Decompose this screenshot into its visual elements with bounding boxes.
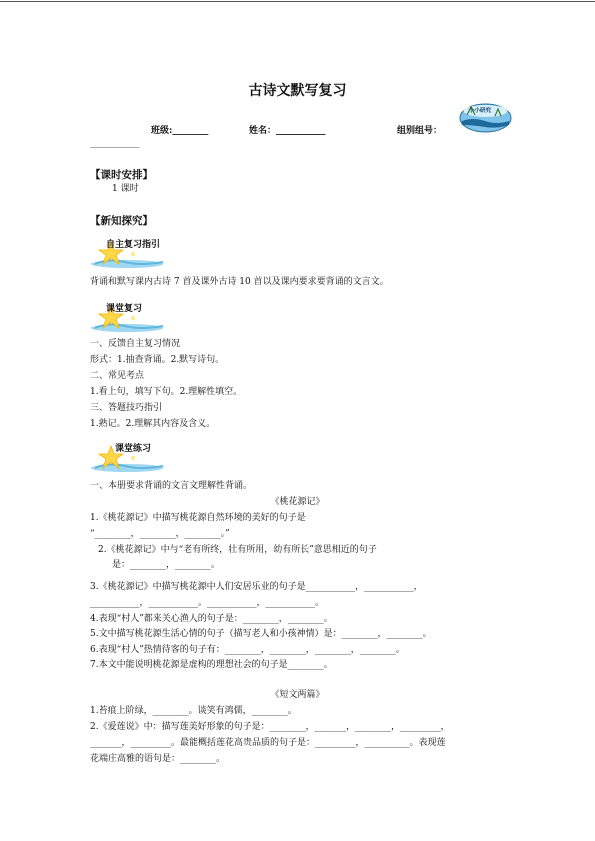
practice-item: 6.表现“村人”热情待客的句子有：________，________，________，________。 [90, 645, 405, 655]
badge-class-review [89, 298, 169, 334]
group-field [397, 123, 442, 136]
self-review-text: 背诵和默写课内古诗 7 首及课外古诗 10 首以及课内要求要背诵的文言文。 [90, 277, 389, 287]
name-label: 姓名： [249, 126, 277, 136]
practice-item: 7.本文中能说明桃花源是虚构的理想社会的句子是________。 [90, 660, 333, 670]
badge-class-practice [89, 438, 169, 474]
review-line: 形式：1.抽查背诵。2.默写诗句。 [90, 355, 225, 365]
practice-item: 花端庄高雅的语句是：________。 [90, 754, 226, 764]
explore-heading: 【新知探究】 [90, 215, 153, 227]
practice-item: 4.表现“村人”都来关心渔人的句子是：________，________。 [90, 614, 333, 624]
logo-text: 小小研究 [469, 108, 492, 114]
page-title: 古诗文默写复习 [248, 83, 347, 99]
practice-item: 1.苔痕上阶绿，________。谈笑有鸿儒，________。 [90, 706, 297, 716]
class-field [151, 123, 208, 136]
top-rule [0, 1, 595, 2]
practice-item: 1.《桃花源记》中描写桃花源自然环境的美好的句子是 [90, 513, 306, 523]
review-line: 三、答题技巧指引 [90, 403, 163, 413]
practice-item: _______，_________。最能概括莲花高贵品质的句子是：_________，__________。表现莲 [90, 738, 446, 748]
practice-item: 5.文中描写桃花源生活心情的句子（描写老人和小孩神情）是：________，________。 [90, 629, 432, 639]
review-line: 二、常见考点 [90, 371, 145, 381]
badge-self-review-label: 自主复习指引 [106, 240, 161, 250]
review-line: 1.看上句，填写下句。2.理解性填空。 [90, 387, 243, 397]
group-label: 组别组号： [397, 126, 443, 136]
practice-item: 2.《桃花源记》中与“老有所终，壮有所用，幼有所长”意思相近的句子 [98, 545, 377, 555]
review-line: 1.熟记。2.理解其内容及含义。 [90, 419, 216, 429]
badge-class-review-label: 课堂复习 [106, 304, 143, 314]
practice-item: 2.《爱莲说》中：描写莲美好形象的句子是：________，_______，________，_________， [90, 722, 450, 732]
class-label: 班级: [151, 126, 173, 136]
class-blank: ________ [172, 126, 209, 136]
practice-item: 是：________，________。 [112, 560, 221, 570]
name-blank: ___________ [276, 126, 326, 136]
school-logo [459, 103, 512, 133]
badge-class-practice-label: 课堂练习 [115, 444, 152, 454]
schedule-heading: 【课时安排】 [90, 169, 153, 181]
short-title: 《短文两篇》 [270, 690, 325, 700]
practice-item: ___________，___________。___________，___________。 [90, 598, 325, 608]
trail-blank: ___________ [90, 138, 140, 148]
review-lines [90, 338, 242, 434]
practice-item: “________，________，________。” [90, 529, 230, 539]
practice-item: 3.《桃花源记》中描写桃花源中人们安居乐业的句子是___________，___________， [90, 582, 423, 592]
peach-title: 《桃花源记》 [270, 497, 325, 507]
practice-intro: 一、本册要求背诵的文言文理解性背诵。 [90, 481, 253, 491]
review-line: 一、反馈自主复习情况 [90, 339, 181, 349]
name-field [249, 123, 326, 136]
badge-self-review [89, 234, 169, 270]
schedule-body: 1 课时 [112, 184, 139, 194]
